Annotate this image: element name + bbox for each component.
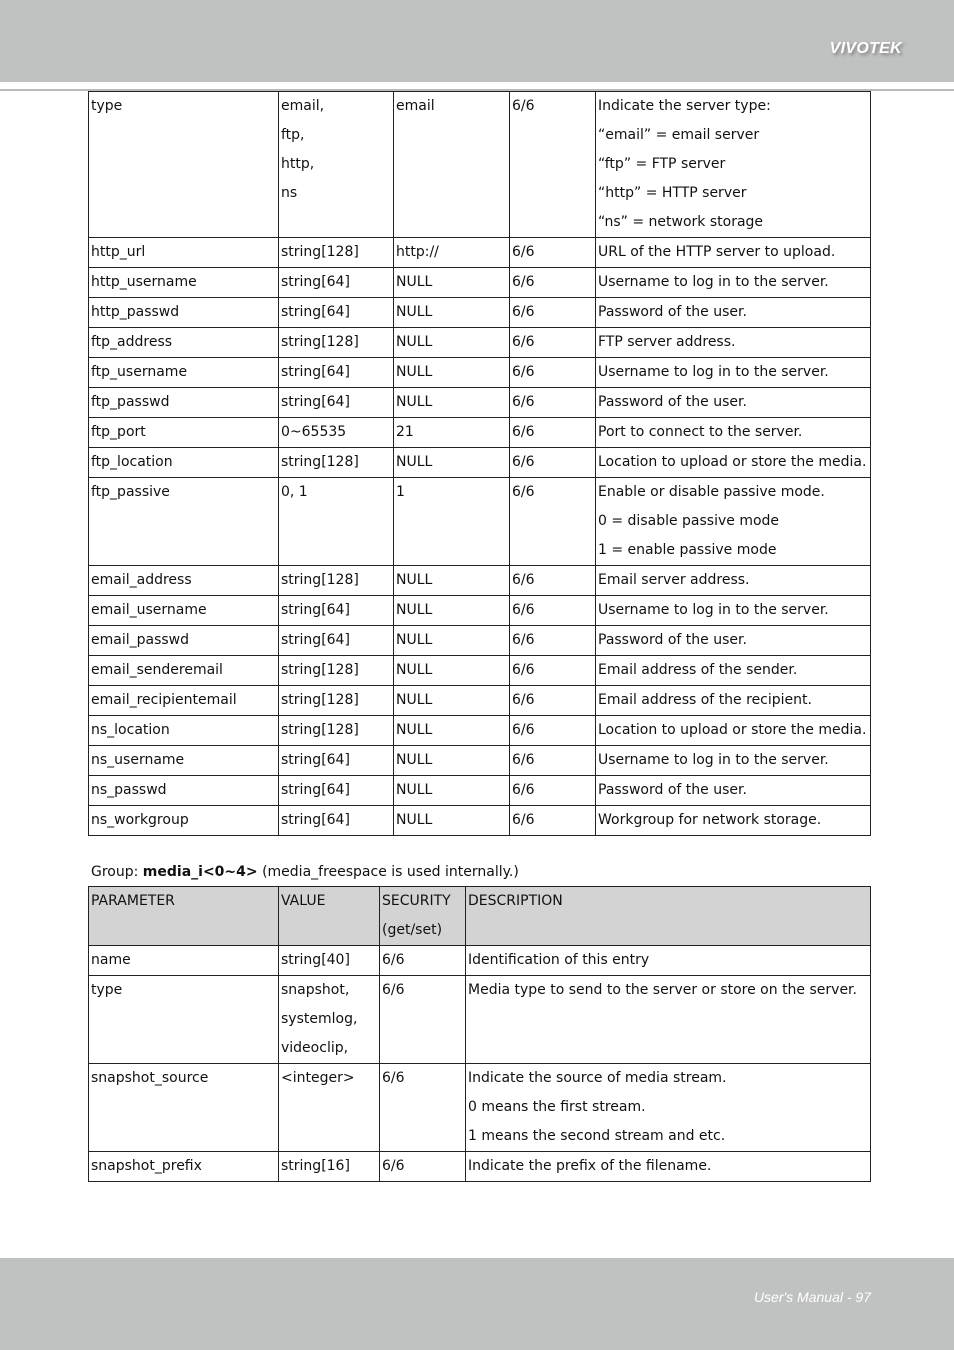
cell-value-line: string[128] xyxy=(281,662,359,678)
cell-security-line: 6/6 xyxy=(512,782,535,798)
cell-default xyxy=(394,806,510,836)
cell-parameter-line: ftp_location xyxy=(91,454,173,470)
cell-parameter-line: http_url xyxy=(91,244,146,260)
cell-description xyxy=(596,776,871,806)
cell-parameter-line: ftp_passwd xyxy=(91,394,170,410)
cell-parameter xyxy=(89,686,279,716)
cell-value-line: string[16] xyxy=(281,1158,350,1174)
cell-value-line: 0, 1 xyxy=(281,484,308,500)
cell-parameter xyxy=(89,746,279,776)
cell-description-line: Email address of the recipient. xyxy=(598,692,812,708)
cell-parameter xyxy=(89,418,279,448)
cell-parameter-line: snapshot_prefix xyxy=(91,1158,202,1174)
cell-value xyxy=(279,328,394,358)
cell-parameter xyxy=(89,1152,279,1182)
cell-parameter xyxy=(89,388,279,418)
cell-description-line: Email address of the sender. xyxy=(598,662,798,678)
cell-value-line: string[64] xyxy=(281,782,350,798)
cell-security xyxy=(510,806,596,836)
cell-description xyxy=(596,686,871,716)
cell-value xyxy=(279,946,380,976)
cell-parameter xyxy=(89,626,279,656)
cell-parameter-line: http_passwd xyxy=(91,304,180,320)
cell-value xyxy=(279,1152,380,1182)
cell-security-line: 6/6 xyxy=(512,334,535,350)
cell-default xyxy=(394,92,510,238)
cell-description xyxy=(466,1152,871,1182)
cell-security xyxy=(380,1152,466,1182)
cell-description-line: Indicate the source of media stream. xyxy=(468,1070,727,1086)
table-row xyxy=(89,566,871,596)
cell-security-line: 6/6 xyxy=(512,484,535,500)
cell-security xyxy=(510,656,596,686)
cell-value-line: string[64] xyxy=(281,752,350,768)
table-row xyxy=(89,1064,871,1152)
cell-parameter-line: type xyxy=(91,98,123,114)
cell-security-line: 6/6 xyxy=(512,274,535,290)
cell-default xyxy=(394,358,510,388)
cell-default-line: NULL xyxy=(396,692,433,708)
cell-description-line: Username to log in to the server. xyxy=(598,364,829,380)
cell-default-line: NULL xyxy=(396,752,433,768)
cell-description xyxy=(596,298,871,328)
cell-value xyxy=(279,626,394,656)
table-row xyxy=(89,946,871,976)
cell-description-line: Email server address. xyxy=(598,572,750,588)
table-header-row xyxy=(89,887,871,946)
cell-description-line: Workgroup for network storage. xyxy=(598,812,822,828)
cell-parameter xyxy=(89,946,279,976)
cell-security xyxy=(510,358,596,388)
cell-parameter-line: ftp_port xyxy=(91,424,146,440)
cell-description xyxy=(596,716,871,746)
cell-value-line: snapshot, xyxy=(281,982,350,998)
cell-description-line: Location to upload or store the media. xyxy=(598,454,867,470)
cell-description-line: “ns” = network storage xyxy=(598,214,764,230)
cell-default-line: NULL xyxy=(396,812,433,828)
cell-parameter xyxy=(89,596,279,626)
cell-description xyxy=(596,656,871,686)
table-row xyxy=(89,686,871,716)
cell-security-line: 6/6 xyxy=(512,424,535,440)
cell-description-line: Indicate the server type: xyxy=(598,98,771,114)
cell-default-line: email xyxy=(396,98,435,114)
cell-description-line: Identification of this entry xyxy=(468,952,650,968)
cell-description-line: 0 = disable passive mode xyxy=(598,513,780,529)
cell-value xyxy=(279,478,394,566)
cell-security-line: 6/6 xyxy=(382,982,405,998)
cell-default-line: NULL xyxy=(396,394,433,410)
table-row xyxy=(89,388,871,418)
cell-parameter-line: ftp_username xyxy=(91,364,188,380)
cell-security xyxy=(510,388,596,418)
header-description: DESCRIPTION xyxy=(466,887,871,946)
cell-default xyxy=(394,478,510,566)
page-header xyxy=(0,0,954,82)
cell-description xyxy=(466,976,871,1064)
cell-description-line: “ftp” = FTP server xyxy=(598,156,726,172)
cell-description-line: Indicate the prefix of the filename. xyxy=(468,1158,712,1174)
cell-security-line: 6/6 xyxy=(512,244,535,260)
table-row xyxy=(89,976,871,1064)
cell-security xyxy=(510,238,596,268)
cell-default-line: http:// xyxy=(396,244,439,260)
cell-security-line: 6/6 xyxy=(512,632,535,648)
cell-description-line: Password of the user. xyxy=(598,782,747,798)
table-row xyxy=(89,596,871,626)
cell-default xyxy=(394,716,510,746)
cell-parameter xyxy=(89,92,279,238)
cell-description xyxy=(596,268,871,298)
cell-parameter-line: ns_workgroup xyxy=(91,812,189,828)
cell-parameter xyxy=(89,656,279,686)
cell-security-line: 6/6 xyxy=(512,812,535,828)
table-row xyxy=(89,358,871,388)
header-security: SECURITY (get/set) xyxy=(380,887,466,946)
table-row xyxy=(89,626,871,656)
cell-description xyxy=(596,448,871,478)
header-value: VALUE xyxy=(279,887,380,946)
cell-security xyxy=(510,418,596,448)
group-prefix: Group: xyxy=(91,864,143,880)
cell-value-line: string[128] xyxy=(281,334,359,350)
cell-value xyxy=(279,418,394,448)
cell-security-line: 6/6 xyxy=(512,304,535,320)
cell-security xyxy=(380,1064,466,1152)
cell-description-line: Password of the user. xyxy=(598,394,747,410)
cell-description-line: 1 = enable passive mode xyxy=(598,542,777,558)
table-row xyxy=(89,238,871,268)
cell-security-line: 6/6 xyxy=(512,394,535,410)
cell-parameter xyxy=(89,238,279,268)
cell-value xyxy=(279,596,394,626)
cell-default xyxy=(394,328,510,358)
cell-parameter xyxy=(89,448,279,478)
cell-default xyxy=(394,656,510,686)
cell-parameter xyxy=(89,716,279,746)
cell-parameter xyxy=(89,566,279,596)
cell-value-line: string[64] xyxy=(281,274,350,290)
cell-default-line: 21 xyxy=(396,424,414,440)
cell-default xyxy=(394,686,510,716)
cell-description-line: Username to log in to the server. xyxy=(598,274,829,290)
group-suffix: (media_freespace is used internally.) xyxy=(257,864,519,880)
cell-default-line: NULL xyxy=(396,632,433,648)
cell-parameter-line: email_senderemail xyxy=(91,662,223,678)
cell-value-line: string[64] xyxy=(281,394,350,410)
cell-default-line: NULL xyxy=(396,572,433,588)
cell-default xyxy=(394,626,510,656)
cell-parameter xyxy=(89,298,279,328)
cell-parameter-line: type xyxy=(91,982,123,998)
cell-description xyxy=(596,328,871,358)
cell-value-line: string[64] xyxy=(281,632,350,648)
cell-value xyxy=(279,776,394,806)
cell-description xyxy=(596,806,871,836)
cell-security-line: 6/6 xyxy=(512,752,535,768)
cell-security-line: 6/6 xyxy=(512,454,535,470)
table-row xyxy=(89,716,871,746)
cell-value xyxy=(279,268,394,298)
cell-description xyxy=(596,596,871,626)
header-parameter: PARAMETER xyxy=(89,887,279,946)
cell-default-line: NULL xyxy=(396,364,433,380)
table-row xyxy=(89,448,871,478)
cell-value xyxy=(279,806,394,836)
cell-description xyxy=(466,1064,871,1152)
cell-parameter xyxy=(89,1064,279,1152)
cell-security xyxy=(510,328,596,358)
cell-security xyxy=(510,746,596,776)
cell-value-line: string[128] xyxy=(281,244,359,260)
cell-description xyxy=(596,626,871,656)
cell-security-line: 6/6 xyxy=(512,572,535,588)
cell-security-line: 6/6 xyxy=(382,1070,405,1086)
cell-value xyxy=(279,566,394,596)
table-row xyxy=(89,656,871,686)
cell-value-line: systemlog, xyxy=(281,1011,358,1027)
cell-description-line: URL of the HTTP server to upload. xyxy=(598,244,836,260)
cell-parameter-line: ftp_passive xyxy=(91,484,170,500)
cell-parameter xyxy=(89,806,279,836)
cell-default xyxy=(394,448,510,478)
table-row xyxy=(89,418,871,448)
cell-default xyxy=(394,746,510,776)
cell-value xyxy=(279,1064,380,1152)
page-number: User's Manual - 97 xyxy=(753,1289,871,1305)
cell-security-line: 6/6 xyxy=(512,662,535,678)
cell-description-line: FTP server address. xyxy=(598,334,736,350)
cell-security xyxy=(510,448,596,478)
cell-security-line: 6/6 xyxy=(512,722,535,738)
table-row xyxy=(89,478,871,566)
cell-parameter xyxy=(89,976,279,1064)
cell-value-line: ftp, xyxy=(281,127,305,143)
cell-value-line: http, xyxy=(281,156,315,172)
cell-value-line: string[128] xyxy=(281,454,359,470)
cell-description-line: “http” = HTTP server xyxy=(598,185,747,201)
cell-description-line: “email” = email server xyxy=(598,127,760,143)
cell-default xyxy=(394,418,510,448)
parameter-table-server xyxy=(88,91,871,836)
cell-default xyxy=(394,776,510,806)
cell-default-line: NULL xyxy=(396,454,433,470)
cell-value xyxy=(279,716,394,746)
cell-value xyxy=(279,656,394,686)
cell-value-line: ns xyxy=(281,185,298,201)
cell-parameter-line: ns_passwd xyxy=(91,782,167,798)
cell-description xyxy=(596,358,871,388)
cell-description xyxy=(596,418,871,448)
cell-parameter-line: ns_username xyxy=(91,752,185,768)
cell-value xyxy=(279,448,394,478)
cell-description xyxy=(596,388,871,418)
table-row xyxy=(89,328,871,358)
cell-security-line: 6/6 xyxy=(512,98,535,114)
cell-default xyxy=(394,298,510,328)
cell-default-line: NULL xyxy=(396,304,433,320)
cell-description xyxy=(596,746,871,776)
cell-parameter xyxy=(89,358,279,388)
page-footer xyxy=(0,1258,954,1350)
cell-value-line: videoclip, xyxy=(281,1040,349,1056)
table-row xyxy=(89,806,871,836)
cell-security xyxy=(380,976,466,1064)
cell-description xyxy=(596,566,871,596)
cell-description-line: Media type to send to the server or store on the server. xyxy=(468,982,857,998)
cell-parameter xyxy=(89,776,279,806)
table-row xyxy=(89,298,871,328)
cell-parameter xyxy=(89,328,279,358)
cell-default-line: NULL xyxy=(396,662,433,678)
cell-value-line: string[128] xyxy=(281,572,359,588)
table-row xyxy=(89,92,871,238)
cell-description-line: Port to connect to the server. xyxy=(598,424,803,440)
group-caption xyxy=(91,858,519,886)
cell-default xyxy=(394,238,510,268)
cell-parameter-line: snapshot_source xyxy=(91,1070,209,1086)
cell-value-line: string[64] xyxy=(281,812,350,828)
cell-default xyxy=(394,596,510,626)
cell-value-line: string[64] xyxy=(281,304,350,320)
cell-security xyxy=(510,268,596,298)
cell-security xyxy=(510,478,596,566)
cell-security-line: 6/6 xyxy=(512,364,535,380)
table-row xyxy=(89,776,871,806)
cell-value xyxy=(279,92,394,238)
cell-value xyxy=(279,238,394,268)
cell-description-line: 0 means the first stream. xyxy=(468,1099,646,1115)
cell-description-line: Enable or disable passive mode. xyxy=(598,484,825,500)
cell-security-line: 6/6 xyxy=(512,602,535,618)
cell-default-line: NULL xyxy=(396,334,433,350)
cell-security xyxy=(510,626,596,656)
cell-value-line: 0~65535 xyxy=(281,424,347,440)
cell-security xyxy=(510,716,596,746)
cell-value xyxy=(279,746,394,776)
group-name: media_i<0~4> xyxy=(142,864,258,880)
cell-value xyxy=(279,298,394,328)
cell-default-line: 1 xyxy=(396,484,405,500)
cell-default-line: NULL xyxy=(396,602,433,618)
cell-security-line: 6/6 xyxy=(382,952,405,968)
cell-default-line: NULL xyxy=(396,782,433,798)
cell-value xyxy=(279,686,394,716)
cell-value xyxy=(279,358,394,388)
cell-description xyxy=(596,92,871,238)
cell-parameter-line: http_username xyxy=(91,274,197,290)
cell-parameter xyxy=(89,268,279,298)
cell-default xyxy=(394,388,510,418)
cell-description xyxy=(596,478,871,566)
cell-security xyxy=(510,686,596,716)
table-row xyxy=(89,268,871,298)
cell-value xyxy=(279,388,394,418)
cell-description xyxy=(596,238,871,268)
cell-parameter-line: ftp_address xyxy=(91,334,173,350)
cell-parameter-line: ns_location xyxy=(91,722,170,738)
cell-parameter-line: email_username xyxy=(91,602,207,618)
cell-description-line: Password of the user. xyxy=(598,632,747,648)
cell-description-line: 1 means the second stream and etc. xyxy=(468,1128,726,1144)
cell-value-line: string[64] xyxy=(281,364,350,380)
cell-security xyxy=(380,946,466,976)
cell-value-line: string[128] xyxy=(281,692,359,708)
cell-description xyxy=(466,946,871,976)
cell-default xyxy=(394,566,510,596)
cell-default-line: NULL xyxy=(396,274,433,290)
cell-description-line: Location to upload or store the media. xyxy=(598,722,867,738)
cell-description-line: Username to log in to the server. xyxy=(598,602,829,618)
cell-security xyxy=(510,566,596,596)
cell-security-line: 6/6 xyxy=(382,1158,405,1174)
cell-value-line: string[40] xyxy=(281,952,350,968)
cell-description-line: Username to log in to the server. xyxy=(598,752,829,768)
cell-parameter-line: email_recipientemail xyxy=(91,692,237,708)
cell-parameter-line: email_address xyxy=(91,572,192,588)
cell-default xyxy=(394,268,510,298)
cell-security xyxy=(510,596,596,626)
brand-logo: VIVOTEK xyxy=(829,40,902,57)
parameter-table-media xyxy=(88,886,871,1182)
cell-parameter-line: name xyxy=(91,952,131,968)
cell-description-line: Password of the user. xyxy=(598,304,747,320)
cell-value-line: string[64] xyxy=(281,602,350,618)
cell-parameter xyxy=(89,478,279,566)
cell-security-line: 6/6 xyxy=(512,692,535,708)
cell-value-line: <integer> xyxy=(281,1070,355,1086)
table-row xyxy=(89,1152,871,1182)
cell-default-line: NULL xyxy=(396,722,433,738)
cell-security xyxy=(510,92,596,238)
table-row xyxy=(89,746,871,776)
cell-value-line: string[128] xyxy=(281,722,359,738)
cell-value-line: email, xyxy=(281,98,325,114)
cell-security xyxy=(510,776,596,806)
cell-value xyxy=(279,976,380,1064)
cell-parameter-line: email_passwd xyxy=(91,632,189,648)
cell-security xyxy=(510,298,596,328)
